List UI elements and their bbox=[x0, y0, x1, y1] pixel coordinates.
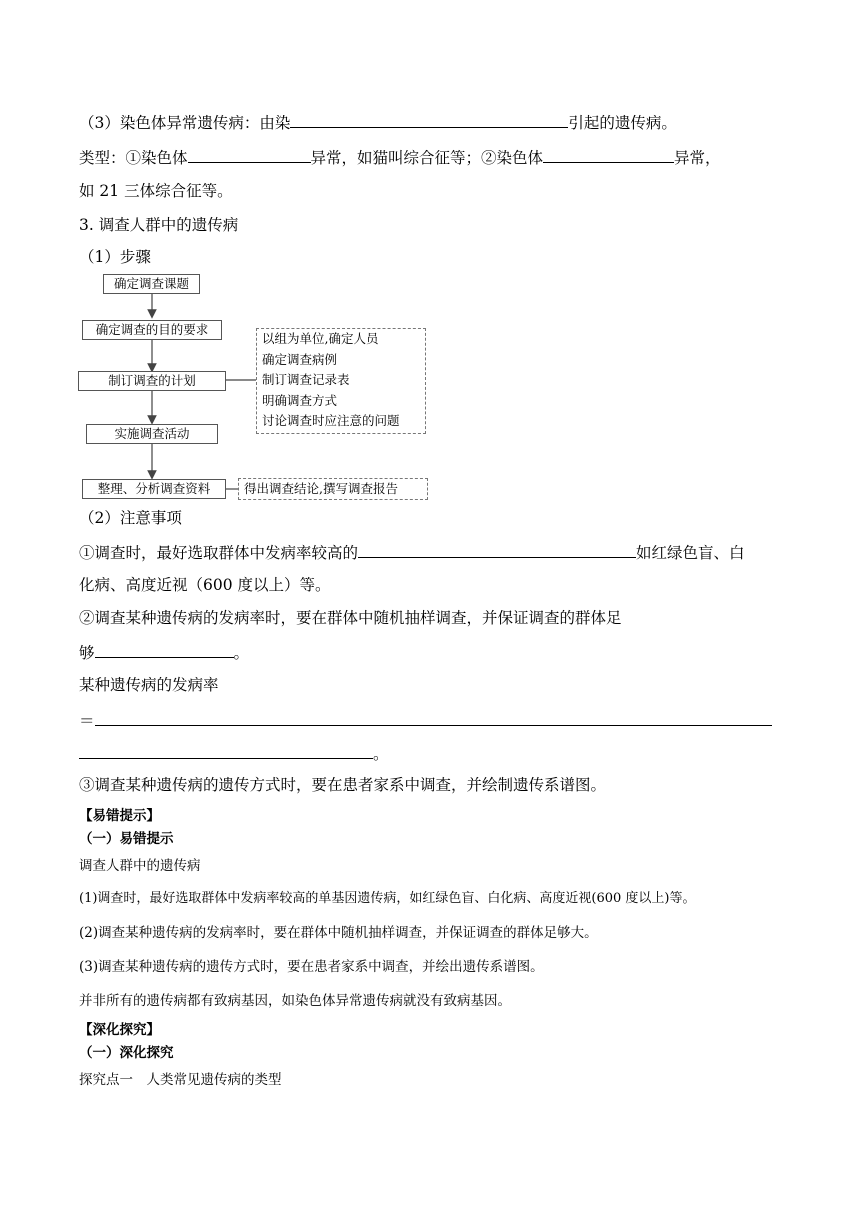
notes-title: （2）注意事项 bbox=[79, 509, 182, 527]
flow-step-5: 整理、分析调查资料 bbox=[82, 479, 226, 499]
fill-blank[interactable] bbox=[79, 741, 373, 759]
rate-end: 。 bbox=[373, 745, 389, 763]
steps-title: （1）步骤 bbox=[79, 248, 151, 266]
type-post: 异常， bbox=[674, 149, 721, 167]
error-item-2: (2)调查某种遗传病的发病率时，要在群体中随机抽样调查，并保证调查的群体足够大。 bbox=[79, 925, 598, 941]
error-item-4: 并非所有的遗传病都有致病基因，如染色体异常遗传病就没有致病基因。 bbox=[79, 993, 511, 1009]
plan-note: 确定调查病例 bbox=[262, 351, 338, 367]
note-2-line: ②调查某种遗传病的发病率时，要在群体中随机抽样调查，并保证调查的群体足 bbox=[79, 609, 622, 627]
error-topic: 调查人群中的遗传病 bbox=[79, 858, 201, 874]
deep-point: 探究点一 人类常见遗传病的类型 bbox=[79, 1072, 282, 1088]
plan-note: 讨论调查时应注意的问题 bbox=[262, 413, 400, 428]
note2-post: 。 bbox=[233, 644, 250, 662]
survey-heading: 3. 调查人群中的遗传病 bbox=[79, 216, 239, 234]
rate-eq-line bbox=[79, 708, 772, 732]
result-note-box: 得出调查结论,撰写调查报告 bbox=[238, 478, 428, 500]
type-mid: 异常，如猫叫综合征等；②染色体 bbox=[310, 149, 544, 167]
flow-step-3: 制订调查的计划 bbox=[78, 371, 226, 391]
plan-note: 明确调查方式 bbox=[262, 392, 338, 408]
type-continuation: 如 21 三体综合征等。 bbox=[79, 182, 233, 200]
error-item-1: (1)调查时，最好选取群体中发病率较高的单基因遗传病，如红绿色盲、白化病、高度近视(600 度以上)等。 bbox=[79, 891, 696, 906]
note1-post: 如红绿色盲、白 bbox=[636, 544, 745, 562]
deep-sub: （一）深化探究 bbox=[79, 1045, 174, 1061]
error-item-3: (3)调查某种遗传病的遗传方式时，要在患者家系中调查，并绘出遗传系谱图。 bbox=[79, 959, 544, 975]
note-2-cont bbox=[79, 640, 249, 664]
note-1-cont: 化病、高度近视（600 度以上）等。 bbox=[79, 576, 331, 594]
note1-pre: ①调查时，最好选取群体中发病率较高的 bbox=[79, 544, 359, 562]
rate-eq-cont bbox=[79, 741, 389, 765]
type-pre: 类型：①染色体 bbox=[79, 149, 188, 167]
plan-note: 制订调查记录表 bbox=[262, 372, 350, 387]
chromosome-title-post: 引起的遗传病。 bbox=[568, 114, 677, 132]
flow-step-1: 确定调查课题 bbox=[103, 274, 200, 294]
note-3-line: ③调查某种遗传病的遗传方式时，要在患者家系中调查，并绘制遗传系谱图。 bbox=[79, 776, 607, 794]
error-heading: 【易错提示】 bbox=[79, 808, 160, 824]
fill-blank[interactable] bbox=[95, 640, 234, 658]
rate-eq: ＝ bbox=[79, 712, 95, 730]
error-sub: （一）易错提示 bbox=[79, 831, 174, 847]
fill-blank[interactable] bbox=[95, 708, 772, 726]
plan-notes-box bbox=[256, 328, 426, 434]
plan-note: 以组为单位,确定人员 bbox=[262, 331, 379, 346]
flow-step-2: 确定调查的目的要求 bbox=[82, 320, 222, 340]
chromosome-title-pre: （3）染色体异常遗传病：由染 bbox=[79, 114, 291, 132]
note2-pre: 够 bbox=[79, 644, 95, 662]
note-1-line bbox=[79, 540, 745, 564]
rate-label: 某种遗传病的发病率 bbox=[79, 676, 219, 694]
fill-blank[interactable] bbox=[358, 540, 636, 558]
deep-heading: 【深化探究】 bbox=[79, 1022, 160, 1038]
flow-step-4: 实施调查活动 bbox=[86, 424, 218, 444]
